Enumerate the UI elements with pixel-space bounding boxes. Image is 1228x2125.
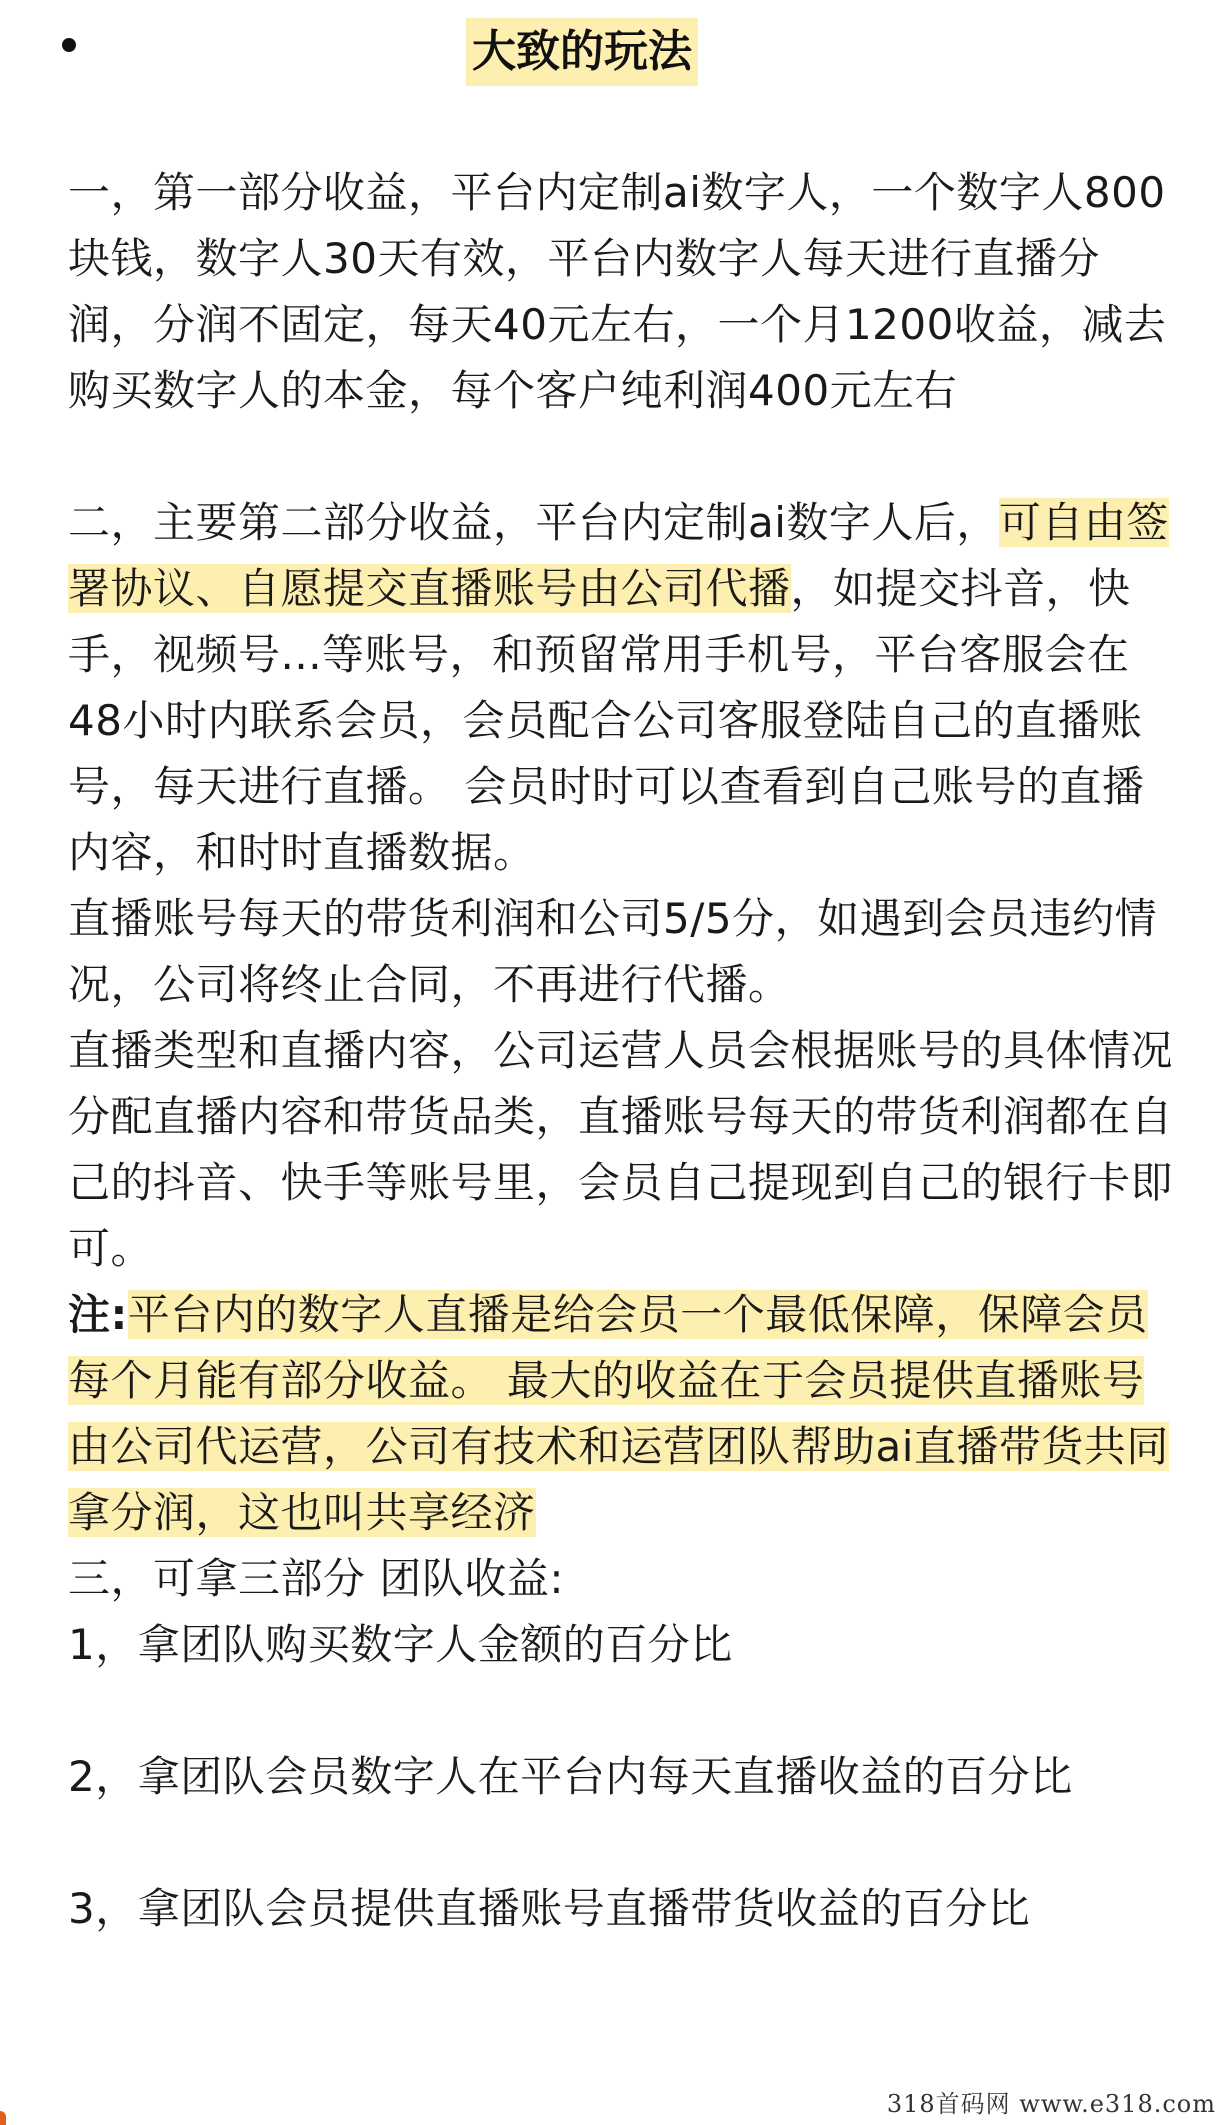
section-2-prefix: 二，主要第二部分收益，平台内定制ai数字人后， [68,498,999,547]
watermark: 318首码网 www.e318.com [886,2090,1216,2118]
note-text: 平台内的数字人直播是给会员一个最低保障，保障会员每个月能有部分收益。 最大的收益在于会员提供直播账号由公司代运营，公司有技术和运营团队帮助ai直播带货共同拿分润，这也叫共享经济 [68,1290,1169,1537]
note-label: 注: [68,1290,128,1339]
bullet-icon [62,38,76,52]
spacer [68,1678,1178,1744]
note [68,1282,1178,1546]
section-3-item-2: 2，拿团队会员数字人在平台内每天直播收益的百分比 [68,1752,1073,1801]
section-2-suffix: ，如提交抖音，快手，视频号...等账号，和预留常用手机号，平台客服会在48小时内联系会员，会员配合公司客服登陆自己的直播账号，每天进行直播。 会员时时可以查看到自己账号的直播内容，和时时直播数据。 [68,564,1145,877]
section-1: 一，第一部分收益，平台内定制ai数字人，一个数字人800块钱，数字人30天有效，平台内数字人每天进行直播分润，分润不固定，每天40元左右，一个月1200收益，减去购买数字人的本金，每个客户纯利润400元左右 [68,168,1167,415]
section-2 [68,490,1178,886]
page-title: 大致的玩法 [466,18,698,86]
section-3-heading: 三，可拿三部分 团队收益: [68,1554,565,1603]
section-2-line-3: 直播类型和直播内容，公司运营人员会根据账号的具体情况分配直播内容和带货品类，直播账号每天的带货利润都在自己的抖音、快手等账号里，会员自己提现到自己的银行卡即可。 [68,1026,1174,1273]
section-3-item-1: 1，拿团队购买数字人金额的百分比 [68,1620,733,1669]
corner-mark-icon [0,2111,6,2125]
document-body [68,160,1178,1942]
section-3-item-3: 3，拿团队会员提供直播账号直播带货收益的百分比 [68,1884,1031,1933]
section-2-line-2: 直播账号每天的带货利润和公司5/5分，如遇到会员违约情况，公司将终止合同，不再进行代播。 [68,894,1158,1009]
section-2-highlight: 可自由签署协议、自愿提交直播账号由公司代播 [68,498,1169,613]
spacer [68,1810,1178,1876]
spacer [68,424,1178,490]
